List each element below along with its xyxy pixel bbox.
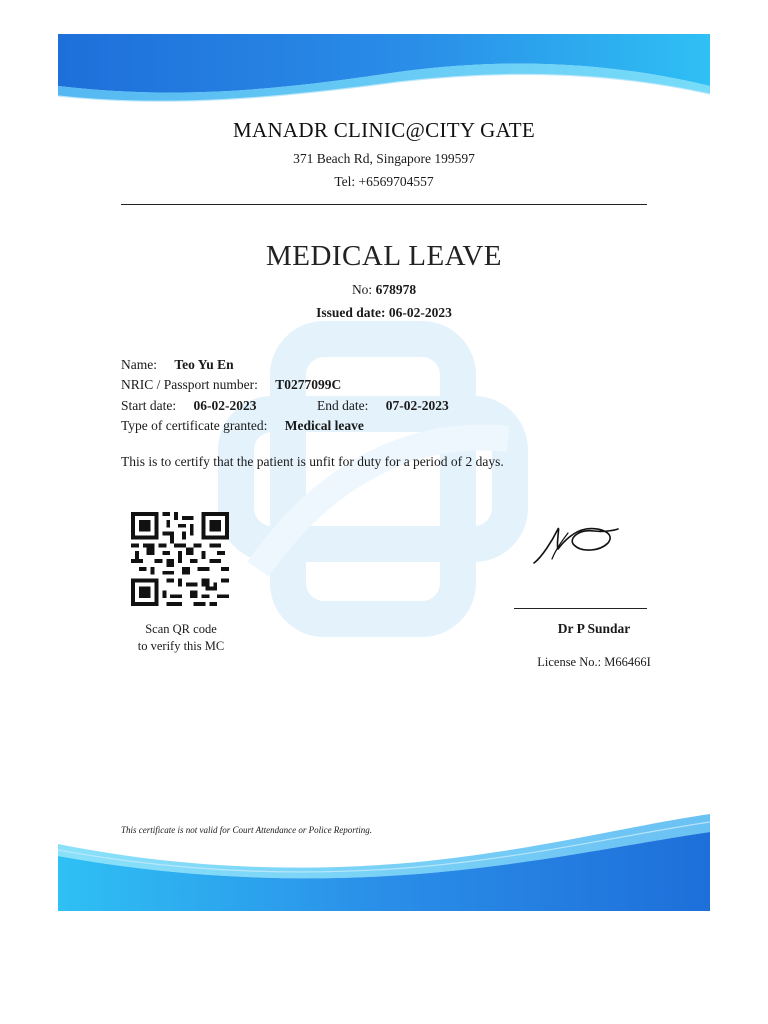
start-date-value: 06-02-2023 bbox=[193, 398, 257, 413]
clinic-address: 371 Beach Rd, Singapore 199597 bbox=[293, 151, 475, 166]
doctor-license: License No.: M66466I bbox=[537, 655, 651, 669]
patient-name-row bbox=[121, 357, 234, 373]
start-date-label: Start date: bbox=[121, 398, 177, 413]
issued-date bbox=[58, 305, 710, 321]
end-date-value: 07-02-2023 bbox=[385, 398, 449, 413]
end-date-row bbox=[317, 398, 449, 414]
doctor-name: Dr P Sundar bbox=[557, 621, 631, 636]
end-date-label: End date: bbox=[317, 398, 369, 413]
certificate-type-row bbox=[121, 418, 364, 434]
certificate-sheet bbox=[58, 34, 710, 911]
certification-statement: This is to certify that the patient is unfit for duty for a period of 2 days. bbox=[121, 454, 504, 469]
start-date-row bbox=[121, 398, 256, 414]
qr-caption-line1: Scan QR code bbox=[145, 622, 217, 636]
doctor-signature bbox=[528, 519, 620, 569]
clinic-name: MANADR CLINIC@CITY GATE bbox=[233, 118, 535, 142]
certificate-number-label: No: bbox=[351, 282, 373, 297]
patient-name-label: Name: bbox=[121, 357, 157, 372]
qr-caption bbox=[116, 621, 246, 655]
patient-nric-row bbox=[121, 377, 341, 393]
qr-caption-line2: to verify this MC bbox=[137, 639, 225, 653]
signature-line bbox=[514, 608, 647, 609]
certificate-number-value: 678978 bbox=[375, 282, 417, 297]
certificate-type-label: Type of certificate granted: bbox=[121, 418, 268, 433]
header-divider bbox=[121, 204, 647, 205]
clinic-telephone: Tel: +6569704557 bbox=[334, 174, 434, 189]
issued-date-label: Issued date: bbox=[316, 305, 386, 320]
footer-disclaimer: This certificate is not valid for Court Attendance or Police Reporting. bbox=[121, 825, 373, 835]
clinic-logo-watermark bbox=[218, 319, 528, 639]
certificate-title: MEDICAL LEAVE bbox=[265, 240, 503, 272]
verification-qr-code[interactable] bbox=[131, 512, 229, 606]
certificate-number bbox=[58, 282, 710, 298]
issued-date-value: 06-02-2023 bbox=[388, 305, 452, 320]
bottom-wave-decoration bbox=[58, 804, 710, 911]
patient-name-value: Teo Yu En bbox=[174, 357, 234, 372]
patient-nric-value: T0277099C bbox=[275, 377, 342, 392]
patient-nric-label: NRIC / Passport number: bbox=[121, 377, 258, 392]
certificate-type-value: Medical leave bbox=[284, 418, 364, 433]
